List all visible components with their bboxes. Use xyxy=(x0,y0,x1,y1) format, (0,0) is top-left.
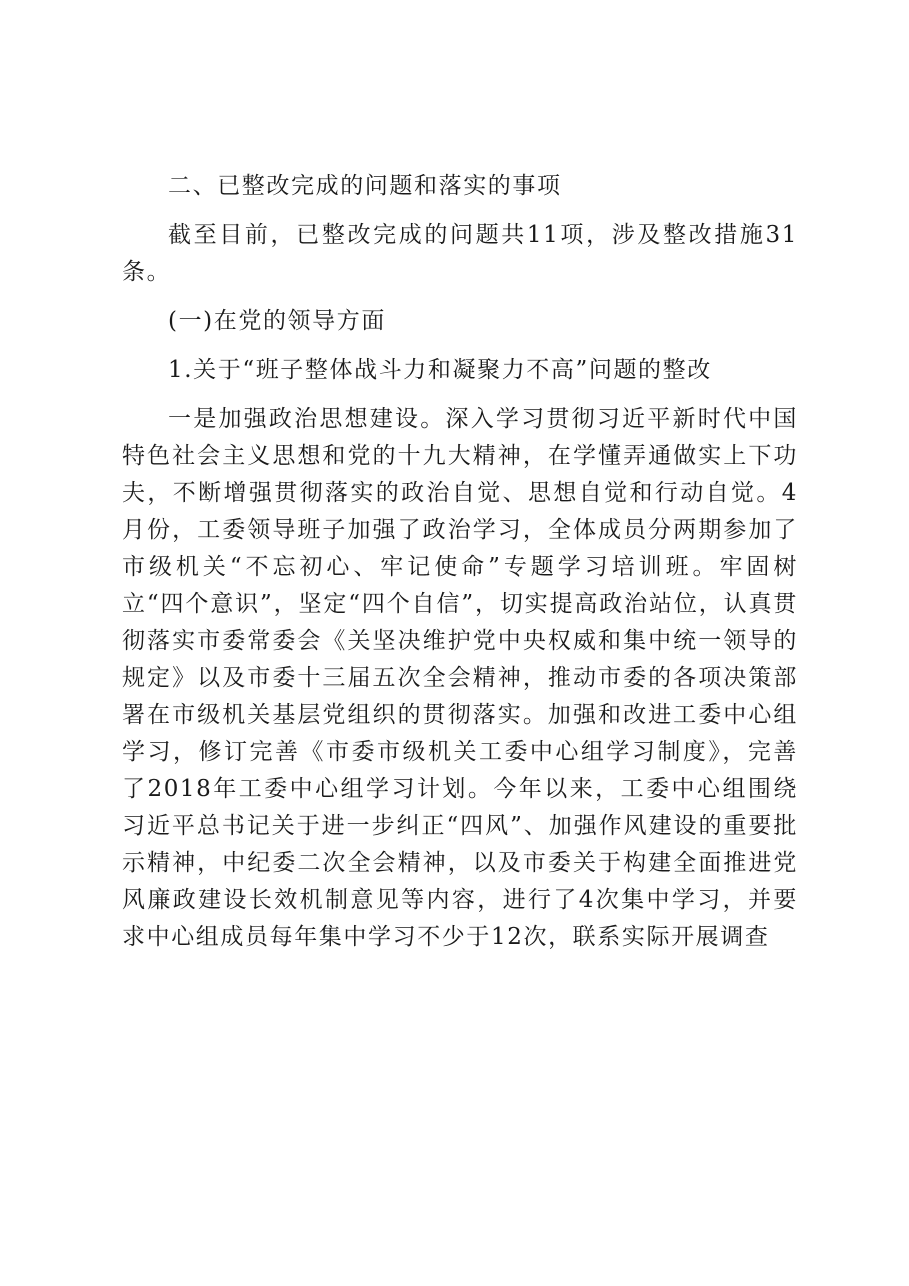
summary-paragraph: 截至目前，已整改完成的问题共11项，涉及整改措施31条。 xyxy=(122,222,798,285)
item-heading: 1.关于“班子整体战斗力和凝聚力不高”问题的整改 xyxy=(168,357,712,383)
document-body xyxy=(122,168,798,956)
subsection-heading: (一)在党的领导方面 xyxy=(168,308,386,334)
section-heading: 二、已整改完成的问题和落实的事项 xyxy=(168,173,562,199)
body-paragraph: 一是加强政治思想建设。深入学习贯彻习近平新时代中国特色社会主义思想和党的十九大精神，在学懂弄通做实上下功夫，不断增强贯彻落实的政治自觉、思想自觉和行动自觉。4月份，工委领导班子加强了政治学习，全体成员分两期参加了市级机关“不忘初心、牢记使命”专题学习培训班。牢固树立“四个意识”，坚定“四个自信”，切实提高政治站位，认真贯彻落实市委常委会《关坚决维护党中央权威和集中统一领导的规定》以及市委十三届五次全会精神，推动市委的各项决策部署在市级机关基层党组织的贯彻落实。加强和改进工委中心组学习，修订完善《市委市级机关工委中心组学习制度》，完善了2018年工委中心组学习计划。今年以来，工委中心组围绕习近平总书记关于进一步纠正“四风”、加强作风建设的重要批示精神，中纪委二次全会精神，以及市委关于构建全面推进党风廉政建设长效机制意见等内容，进行了4次集中学习，并要求中心组成员每年集中学习不少于12次，联系实际开展调查 xyxy=(122,406,798,950)
